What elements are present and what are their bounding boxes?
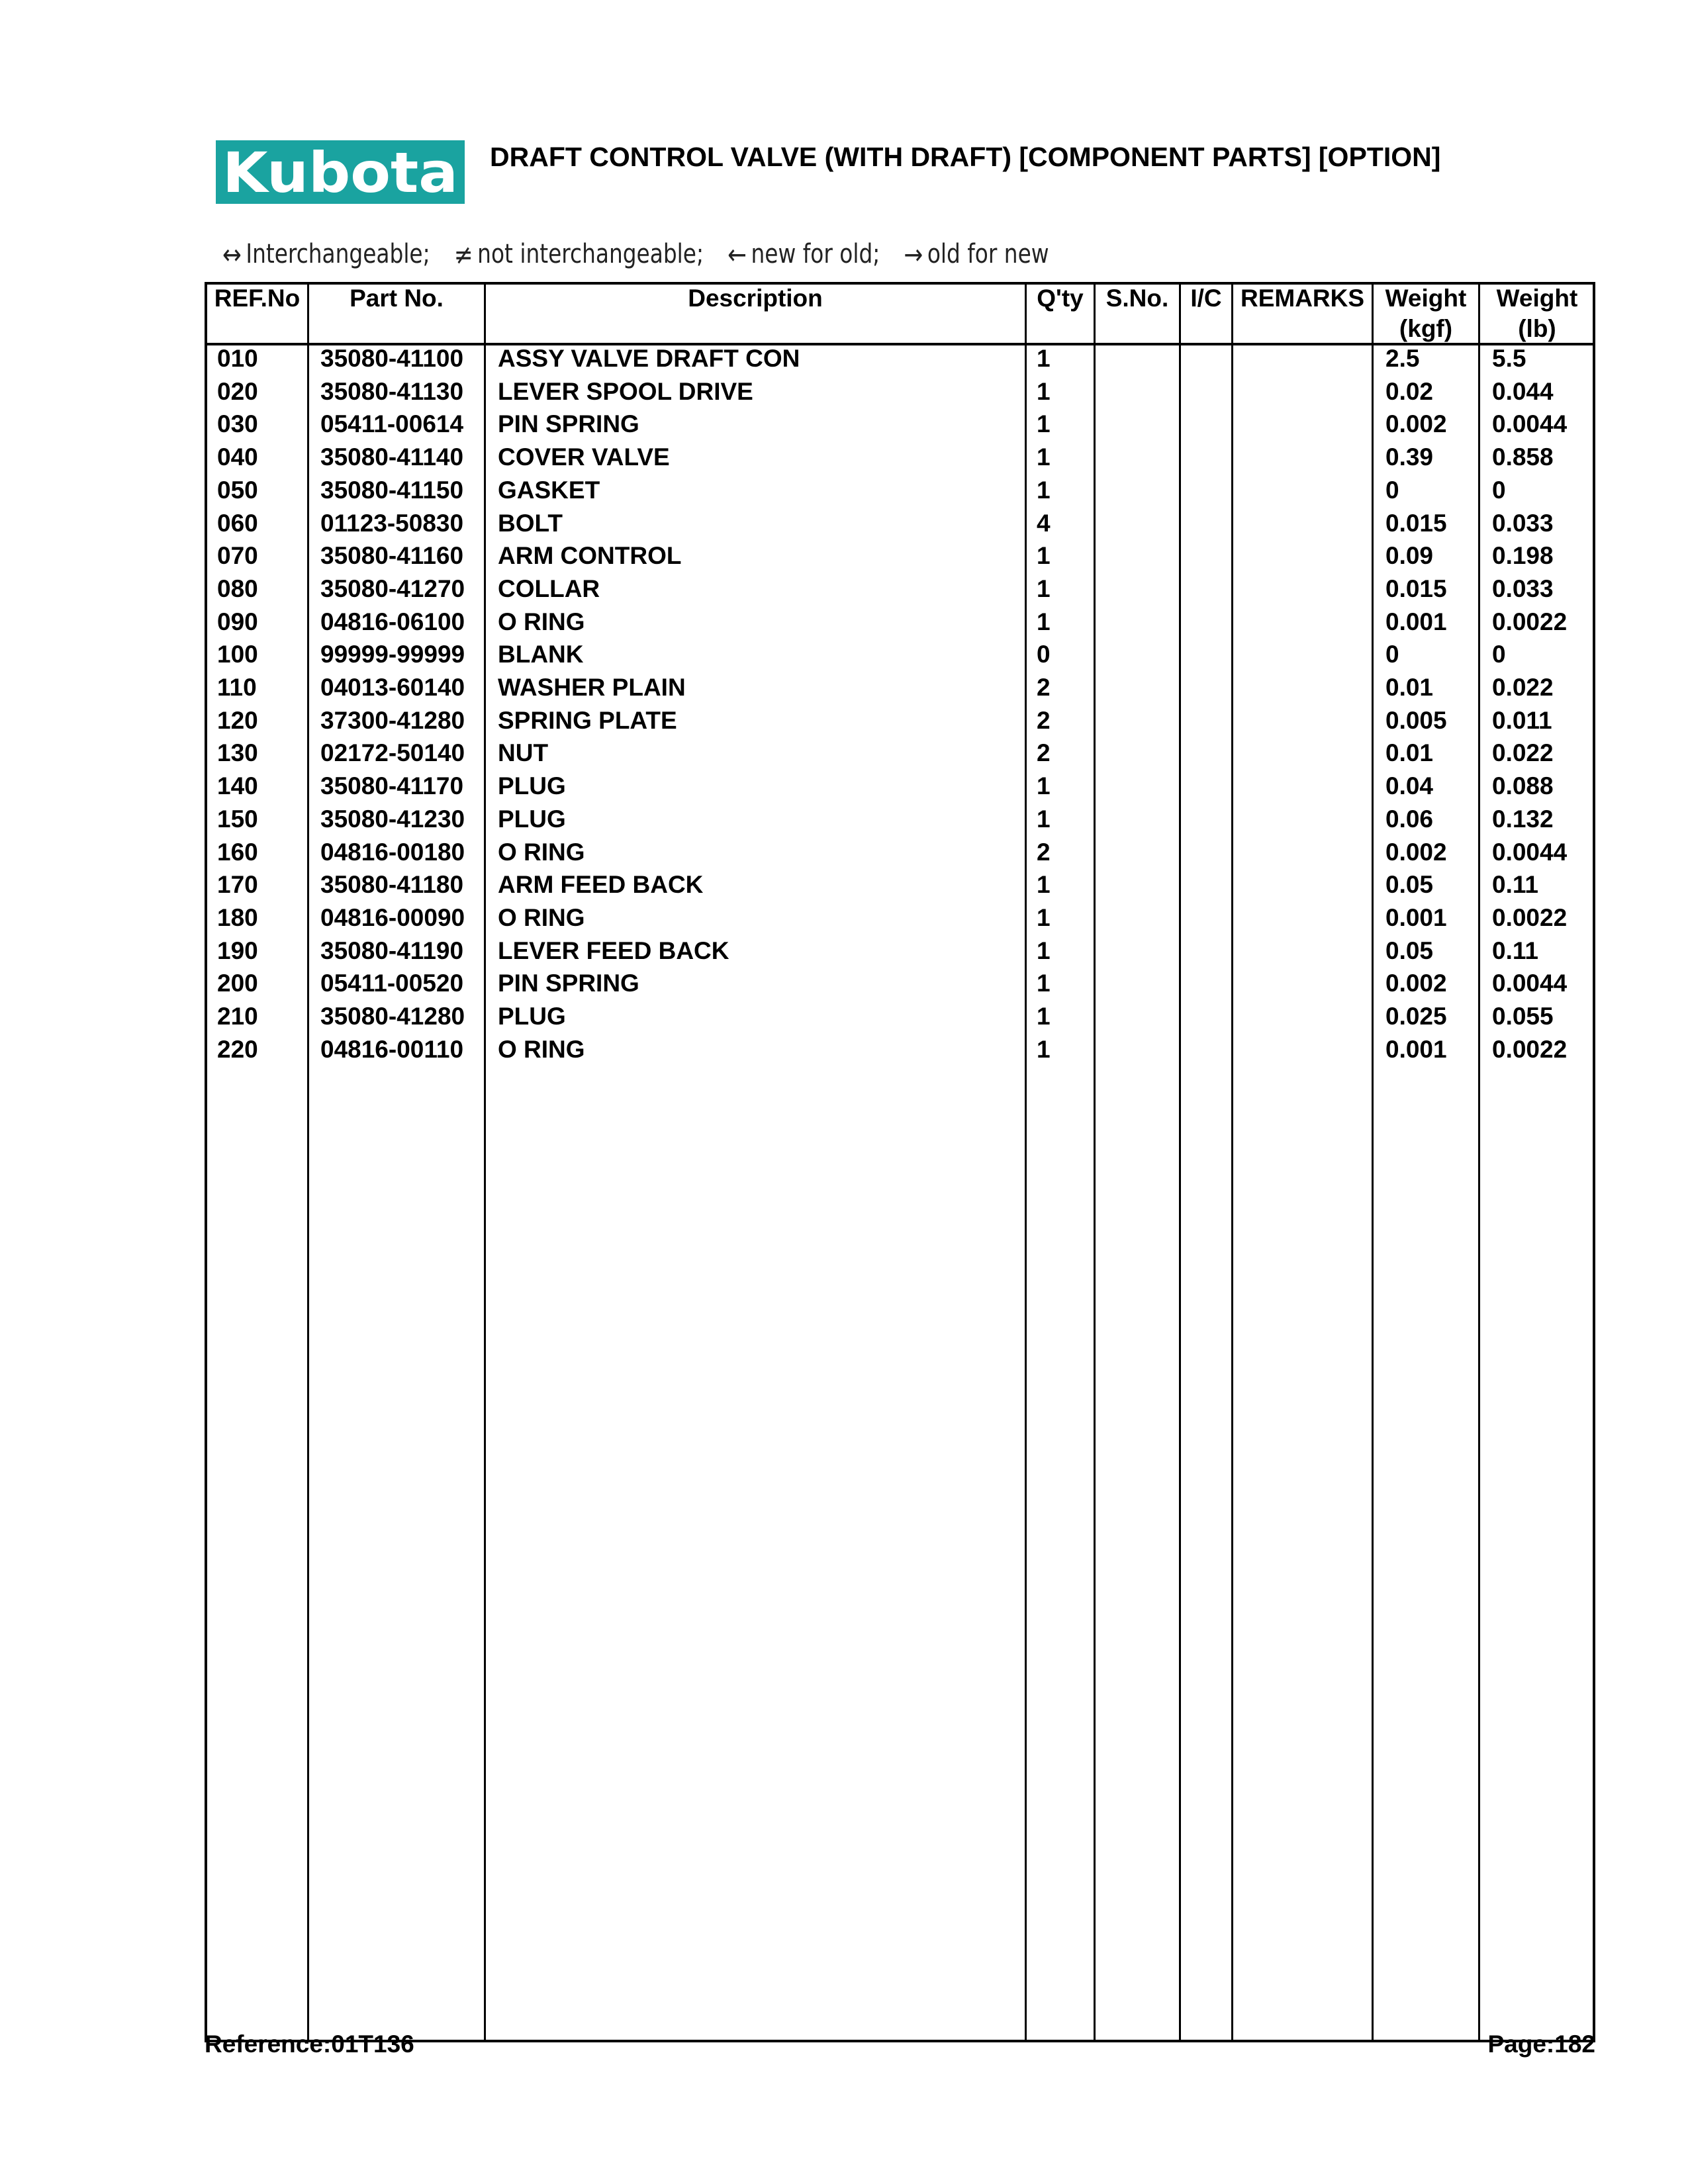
- cell-ref: 150: [217, 805, 258, 833]
- cell-kgf: 0.01: [1385, 739, 1434, 767]
- cell-part: 35080-41160: [320, 542, 464, 570]
- col-header-description: Description: [688, 285, 823, 312]
- cell-lb: 0.0022: [1492, 608, 1568, 635]
- table-row: [0, 441, 1688, 474]
- cell-kgf: 0.05: [1385, 871, 1434, 899]
- cell-ref: 200: [217, 970, 258, 997]
- not-equal-icon: ≠: [453, 238, 473, 271]
- cell-desc: NUT: [498, 739, 549, 767]
- cell-part: 04816-00090: [320, 903, 465, 931]
- cell-part: 35080-41280: [320, 1003, 465, 1030]
- legend-item-not-interchangeable: [454, 238, 704, 271]
- table-row: [0, 408, 1688, 441]
- cell-lb: 0.858: [1492, 443, 1554, 471]
- kubota-logo-mark: [216, 140, 465, 204]
- cell-ref: 170: [217, 871, 258, 899]
- cell-ref: 060: [217, 509, 258, 537]
- cell-kgf: 0.04: [1385, 772, 1434, 800]
- table-row: [0, 539, 1688, 572]
- cell-kgf: 2.5: [1385, 345, 1420, 372]
- cell-lb: 0.0044: [1492, 838, 1568, 866]
- cell-desc: COVER VALVE: [498, 443, 670, 471]
- cell-qty: 2: [1037, 706, 1051, 734]
- cell-part: 01123-50830: [320, 509, 464, 537]
- interchangeability-legend: [222, 233, 1049, 275]
- cell-lb: 0.022: [1492, 739, 1554, 767]
- cell-desc: ARM CONTROL: [498, 542, 682, 570]
- cell-qty: 2: [1037, 674, 1051, 701]
- legend-item-new-for-old: [727, 238, 880, 271]
- logo-wordmark: Kubota: [222, 140, 458, 204]
- right-arrow-icon: →: [904, 238, 923, 271]
- left-arrow-icon: ←: [727, 238, 747, 271]
- cell-qty: 1: [1037, 542, 1051, 570]
- cell-qty: 1: [1037, 903, 1051, 931]
- cell-kgf: 0.001: [1385, 903, 1447, 931]
- cell-part: 05411-00520: [320, 970, 464, 997]
- legend-label: Interchangeable;: [246, 239, 430, 269]
- cell-lb: 0.055: [1492, 1003, 1554, 1030]
- table-row: [0, 375, 1688, 408]
- legend-label: new for old;: [751, 239, 880, 269]
- cell-desc: PIN SPRING: [498, 970, 639, 997]
- cell-qty: 2: [1037, 739, 1051, 767]
- cell-desc: BLANK: [498, 641, 584, 668]
- cell-kgf: 0.06: [1385, 805, 1434, 833]
- cell-ref: 210: [217, 1003, 258, 1030]
- cell-lb: 0.088: [1492, 772, 1554, 800]
- col-header-part-no: Part No.: [350, 285, 444, 312]
- double-arrow-icon: ↔: [222, 238, 242, 271]
- cell-ref: 190: [217, 936, 258, 964]
- table-row: [0, 901, 1688, 934]
- cell-kgf: 0.002: [1385, 838, 1447, 866]
- table-row: [0, 934, 1688, 968]
- cell-lb: 0.0044: [1492, 970, 1568, 997]
- cell-qty: 4: [1037, 509, 1051, 537]
- cell-part: 35080-41180: [320, 871, 464, 899]
- col-header-remarks: REMARKS: [1240, 285, 1365, 312]
- cell-desc: GASKET: [498, 476, 600, 504]
- cell-ref: 120: [217, 706, 258, 734]
- cell-qty: 1: [1037, 443, 1051, 471]
- cell-lb: 0.033: [1492, 509, 1554, 537]
- cell-qty: 1: [1037, 1035, 1051, 1063]
- col-header-sno: S.No.: [1105, 285, 1169, 312]
- cell-desc: O RING: [498, 608, 585, 635]
- cell-kgf: 0: [1385, 641, 1399, 668]
- cell-lb: 0.11: [1492, 936, 1538, 964]
- cell-qty: 0: [1037, 641, 1051, 668]
- cell-qty: 1: [1037, 345, 1051, 372]
- table-row: [0, 1000, 1688, 1033]
- table-row: [0, 704, 1688, 737]
- cell-lb: 0: [1492, 476, 1506, 504]
- cell-desc: O RING: [498, 903, 585, 931]
- cell-desc: LEVER SPOOL DRIVE: [498, 377, 753, 405]
- cell-qty: 1: [1037, 608, 1051, 635]
- table-row: [0, 967, 1688, 1000]
- cell-qty: 1: [1037, 1003, 1051, 1030]
- cell-kgf: 0.005: [1385, 706, 1447, 734]
- cell-kgf: 0.02: [1385, 377, 1434, 405]
- cell-desc: ASSY VALVE DRAFT CON: [498, 345, 800, 372]
- col-header-weight-lb-line2: (lb): [1518, 315, 1556, 342]
- cell-kgf: 0.025: [1385, 1003, 1447, 1030]
- cell-part: 04816-06100: [320, 608, 465, 635]
- cell-desc: PLUG: [498, 1003, 566, 1030]
- cell-desc: COLLAR: [498, 574, 600, 602]
- cell-kgf: 0.05: [1385, 936, 1434, 964]
- table-row: [0, 572, 1688, 606]
- cell-qty: 2: [1037, 838, 1051, 866]
- cell-desc: PIN SPRING: [498, 410, 639, 438]
- cell-ref: 040: [217, 443, 258, 471]
- cell-desc: O RING: [498, 838, 585, 866]
- cell-ref: 140: [217, 772, 258, 800]
- table-row: [0, 770, 1688, 803]
- cell-part: 02172-50140: [320, 739, 465, 767]
- legend-label: old for new: [927, 239, 1049, 269]
- cell-part: 35080-41170: [320, 772, 464, 800]
- cell-part: 04816-00110: [320, 1035, 464, 1063]
- cell-qty: 1: [1037, 410, 1051, 438]
- cell-lb: 0.011: [1492, 706, 1552, 734]
- cell-ref: 160: [217, 838, 258, 866]
- col-header-ref: REF.No: [214, 285, 301, 312]
- page-title: DRAFT CONTROL VALVE (WITH DRAFT) [COMPONENT PARTS] [OPTION]: [490, 142, 1441, 172]
- cell-qty: 1: [1037, 772, 1051, 800]
- cell-part: 04013-60140: [320, 674, 465, 701]
- cell-part: 35080-41100: [320, 345, 464, 372]
- col-header-weight-lb: [1480, 283, 1594, 344]
- cell-ref: 070: [217, 542, 258, 570]
- cell-lb: 0.022: [1492, 674, 1554, 701]
- cell-desc: O RING: [498, 1035, 585, 1063]
- cell-ref: 030: [217, 410, 258, 438]
- cell-ref: 100: [217, 641, 258, 668]
- cell-ref: 010: [217, 345, 258, 372]
- cell-ref: 180: [217, 903, 258, 931]
- cell-lb: 5.5: [1492, 345, 1526, 372]
- cell-part: 35080-41270: [320, 574, 465, 602]
- cell-kgf: 0.001: [1385, 608, 1447, 635]
- col-header-qty: Q'ty: [1037, 285, 1084, 312]
- cell-desc: ARM FEED BACK: [498, 871, 704, 899]
- col-header-weight-kgf-line1: Weight: [1385, 285, 1467, 312]
- table-row: [0, 474, 1688, 507]
- cell-lb: 0.198: [1492, 542, 1554, 570]
- cell-lb: 0.0044: [1492, 410, 1568, 438]
- table-row: [0, 606, 1688, 639]
- table-row: [0, 1033, 1688, 1066]
- cell-part: 37300-41280: [320, 706, 465, 734]
- cell-qty: 1: [1037, 805, 1051, 833]
- table-row: [0, 803, 1688, 836]
- cell-part: 04816-00180: [320, 838, 465, 866]
- table-row: [0, 671, 1688, 704]
- cell-kgf: 0.002: [1385, 970, 1447, 997]
- cell-kgf: 0.01: [1385, 674, 1434, 701]
- cell-desc: LEVER FEED BACK: [498, 936, 729, 964]
- legend-label: not interchangeable;: [477, 239, 704, 269]
- cell-lb: 0: [1492, 641, 1506, 668]
- cell-kgf: 0.002: [1385, 410, 1447, 438]
- cell-kgf: 0.39: [1385, 443, 1434, 471]
- cell-kgf: 0.015: [1385, 574, 1447, 602]
- cell-ref: 050: [217, 476, 258, 504]
- kubota-logo: [216, 140, 465, 204]
- cell-desc: BOLT: [498, 509, 563, 537]
- col-header-weight-lb-line1: Weight: [1496, 285, 1578, 312]
- cell-part: 35080-41230: [320, 805, 465, 833]
- cell-lb: 0.0022: [1492, 1035, 1568, 1063]
- cell-qty: 1: [1037, 574, 1051, 602]
- legend-item-old-for-new: [904, 238, 1049, 271]
- cell-part: 35080-41140: [320, 443, 464, 471]
- cell-ref: 020: [217, 377, 258, 405]
- cell-desc: SPRING PLATE: [498, 706, 677, 734]
- cell-kgf: 0: [1385, 476, 1399, 504]
- cell-part: 35080-41130: [320, 377, 464, 405]
- cell-lb: 0.044: [1492, 377, 1554, 405]
- cell-part: 99999-99999: [320, 641, 465, 668]
- cell-desc: PLUG: [498, 772, 566, 800]
- cell-lb: 0.033: [1492, 574, 1554, 602]
- cell-part: 35080-41190: [320, 936, 464, 964]
- cell-desc: WASHER PLAIN: [498, 674, 686, 701]
- cell-kgf: 0.015: [1385, 509, 1447, 537]
- col-header-weight-kgf: [1374, 283, 1478, 344]
- reference-code: Reference:01T136: [205, 2030, 414, 2058]
- legend-item-interchangeable: [222, 238, 430, 271]
- table-row: [0, 868, 1688, 901]
- table-row: [0, 836, 1688, 869]
- cell-ref: 090: [217, 608, 258, 635]
- cell-ref: 130: [217, 739, 258, 767]
- cell-lb: 0.11: [1492, 871, 1538, 899]
- cell-qty: 1: [1037, 377, 1051, 405]
- cell-qty: 1: [1037, 476, 1051, 504]
- col-header-weight-kgf-line2: (kgf): [1399, 315, 1453, 342]
- cell-desc: PLUG: [498, 805, 566, 833]
- table-row: [0, 638, 1688, 671]
- cell-part: 35080-41150: [320, 476, 464, 504]
- cell-lb: 0.0022: [1492, 903, 1568, 931]
- cell-ref: 220: [217, 1035, 258, 1063]
- table-row: [0, 737, 1688, 770]
- cell-part: 05411-00614: [320, 410, 464, 438]
- cell-lb: 0.132: [1492, 805, 1554, 833]
- cell-kgf: 0.001: [1385, 1035, 1447, 1063]
- cell-qty: 1: [1037, 970, 1051, 997]
- col-header-ic: I/C: [1190, 285, 1222, 312]
- cell-kgf: 0.09: [1385, 542, 1434, 570]
- cell-qty: 1: [1037, 871, 1051, 899]
- cell-qty: 1: [1037, 936, 1051, 964]
- cell-ref: 080: [217, 574, 258, 602]
- cell-ref: 110: [217, 674, 257, 701]
- page-number: Page:182: [1487, 2030, 1595, 2058]
- table-row: [0, 342, 1688, 375]
- table-row: [0, 507, 1688, 540]
